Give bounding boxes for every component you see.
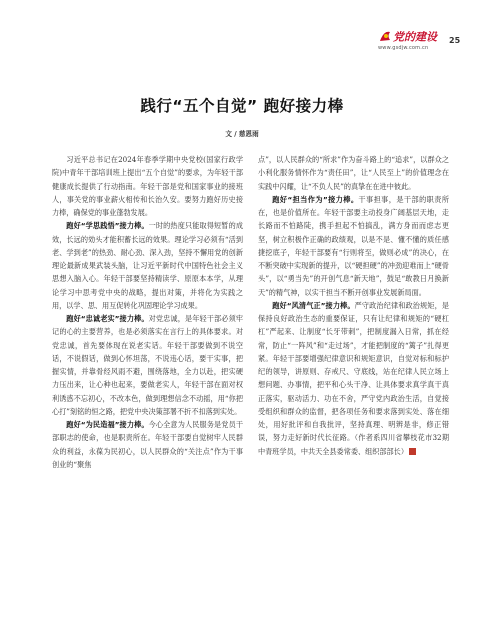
end-mark-icon: [409, 448, 416, 455]
right-column: [258, 153, 449, 458]
paragraph: 跑好“忠诚老实”接力棒。对党忠诚，是年轻干部必须牢记的心的主要营养，也是必须落实在言行上的具体要求。对党忠诚，首先要体现在说老实话。年轻干部要做到不说空话，不说假话，做到心怀坦荡，不说违心话，要干实事，把握实情，并靠骨经风雨不避，围绕落地，全力以赴，把实硬力压出来，让心种也起来，要做老实人，年轻干部在面对权利诱惑不忘初心，不改本色，做到理想信念不动摇，用“你把心打”刻铭的恒之路，把党中央决策部署不折不扣落到实处。: [52, 314, 243, 416]
article-byline: 文 / 慈恩雨: [225, 130, 259, 138]
paragraph: 习近平总书记在2024年春季学期中央党校(国家行政学院)中青年干部培训班上提出“五个自觉”的要求，为年轻干部健康成长提供了行动指南。年轻干部是党和国家事业的接班人，事关党的事业薪火相传和长治久安。要努力跑好历史接力棒，确保党的事业蓬勃发展。: [52, 155, 243, 217]
paragraph: 跑好“为民造福”接力棒。今心全意为人民服务是党员干部职志的使命，也是职责所在。年轻干部要自觉树牢人民群众的利益，永葆为民初心，以人民群众的“关注点”作为干事创业的“聚焦: [52, 420, 243, 469]
page-header: [0, 0, 484, 52]
left-column: [52, 153, 243, 471]
section-lead: 跑好“风清气正”接力棒。: [272, 300, 355, 310]
paragraph: 跑好“学思践悟”接力棒。一时的热度只能取得短暂的成效，长远的効头才能积蓄长远的效果。理论学习必须有“活到老、学到老”的热劲、耐心劲、深入劲，坚持不懈用党的创新理论最新成果武装头脑，让习近平新时代中国特色社会主义思想入脑入心。年轻干部要坚持精读学、原原本本学，从理论学习中思考党中央的战略，提出对策，并将化为实践之用，以学、思、用互促转化巩固理论学习成果。: [52, 221, 243, 310]
svg-text:党的建设: 党的建设: [393, 30, 437, 44]
section-lead: 跑好“学思践悟”接力棒。: [66, 221, 149, 231]
page-number: 25: [449, 36, 461, 45]
section-lead: 跑好“为民造福”接力棒。: [66, 420, 149, 429]
party-building-logo: [378, 28, 444, 44]
paragraph: 跑好“风清气正”接力棒。严守政治纪律和政治规矩，是保持良好政治生态的重要保证，只有让纪律和规矩的“硬杠杠”严起来、让制度“长牙带刺”，把制度漏入日常，抓在经常，防止“一阵风”和“走过场”，才能把制度的“篱子”扎得更紧。年轻干部要增强纪律意识和规矩意识，自觉对标和标护纪的领导，讲原则、存戒尺、守底线，站在纪律人民立场上想问题、办事情，把平和心头干净、让具体要求真学真干真正落实，驱动活力、功在不舍，严守党内政治生活，自觉接受组织和群众的监督，把各项任务和要求落到实处、落在细处，用好批评和自我批评，坚持真理、明辨是非，修正错误，努力走好新时代长征路。（作者系四川省攀枝花市32期中青班学员，中共天全县委常委、组织部部长）: [258, 300, 449, 456]
section-lead: 跑好“担当作为”接力棒。: [272, 194, 359, 204]
paragraph: 点”，以人民群众的“所求”作为奋斗路上的“追求”，以群众之小利化服务情怀作为“责任田”，让“人民至上”的价值理念在实践中闪耀，让“不负人民”的真挚在在进中彼此。: [258, 155, 449, 191]
section-lead: 跑好“忠诚老实”接力棒。: [66, 314, 149, 323]
article-title: 践行“五个自觉” 跑好接力棒: [140, 97, 344, 115]
paragraph: 跑好“担当作为”接力棒。干事担事，是干部的职责所在，也是价值所在。年轻干部要主动投身广阔基层天地，走长路而不怕路陡，携手担起不怕搞乱，满方身而而虑志更坚，树立积极作正确的政绩观，以是不是、懂不懂的质任感捷挖底子，年轻干部要有“行则将至，做则必成”的决心，在不断突破中实现新的提升，以“硬担硬”的冲劲迎难而上“硬骨头”，以“勇当先”的开创气息“新天地”，鼓足“敢教日月换新天”的精气神，以实干担当不断开创事业发展新局面。: [258, 194, 449, 297]
site-url: www.gsdjw.com.cn: [378, 45, 429, 51]
